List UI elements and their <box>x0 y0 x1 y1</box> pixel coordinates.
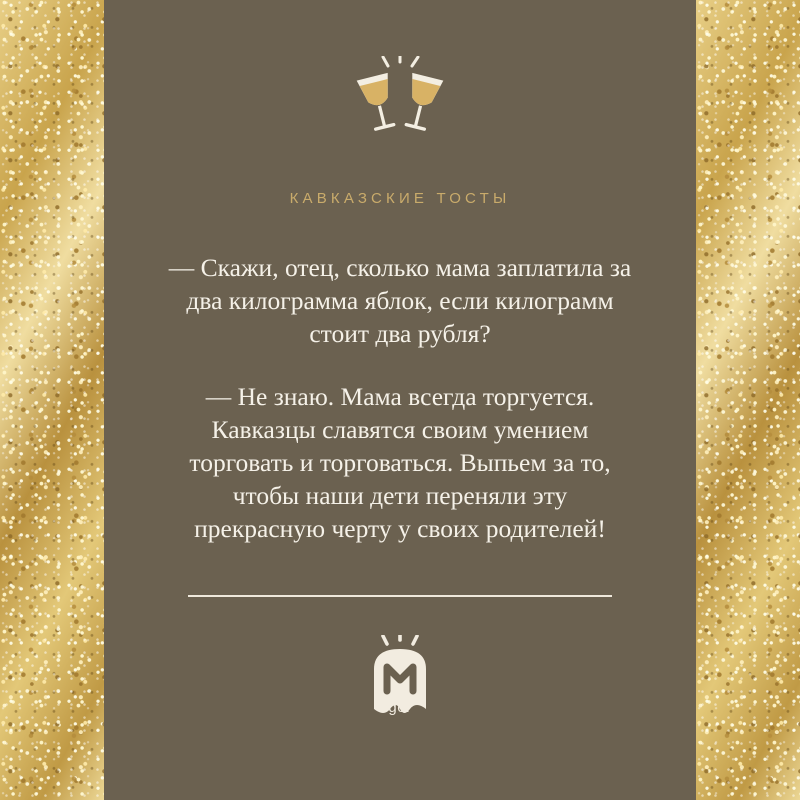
toast-paragraph-1: — Скажи, отец, сколько мама заплатила за два килограмма яблок, если килограмм стоит два рубля? <box>168 253 632 348</box>
content-panel <box>104 0 696 800</box>
section-eyebrow-title: КАВКАЗСКИЕ ТОСТЫ <box>289 190 511 207</box>
toast-text <box>165 251 635 545</box>
toast-paragraph-2: — Не знаю. Мама всегда торгуется. Кавказцы славятся своим умением торговать и торговаться. Выпьем за то, чтобы наши дети переняли эту прекрасную черту у своих родителей! <box>189 382 611 543</box>
gold-glitter-left-panel <box>0 0 104 800</box>
clinking-glasses-icon <box>334 56 466 142</box>
brand-logo <box>354 635 446 731</box>
horizontal-divider <box>188 595 612 597</box>
gold-glitter-right-panel <box>696 0 800 800</box>
logo-wordmark: gor <box>388 699 412 716</box>
